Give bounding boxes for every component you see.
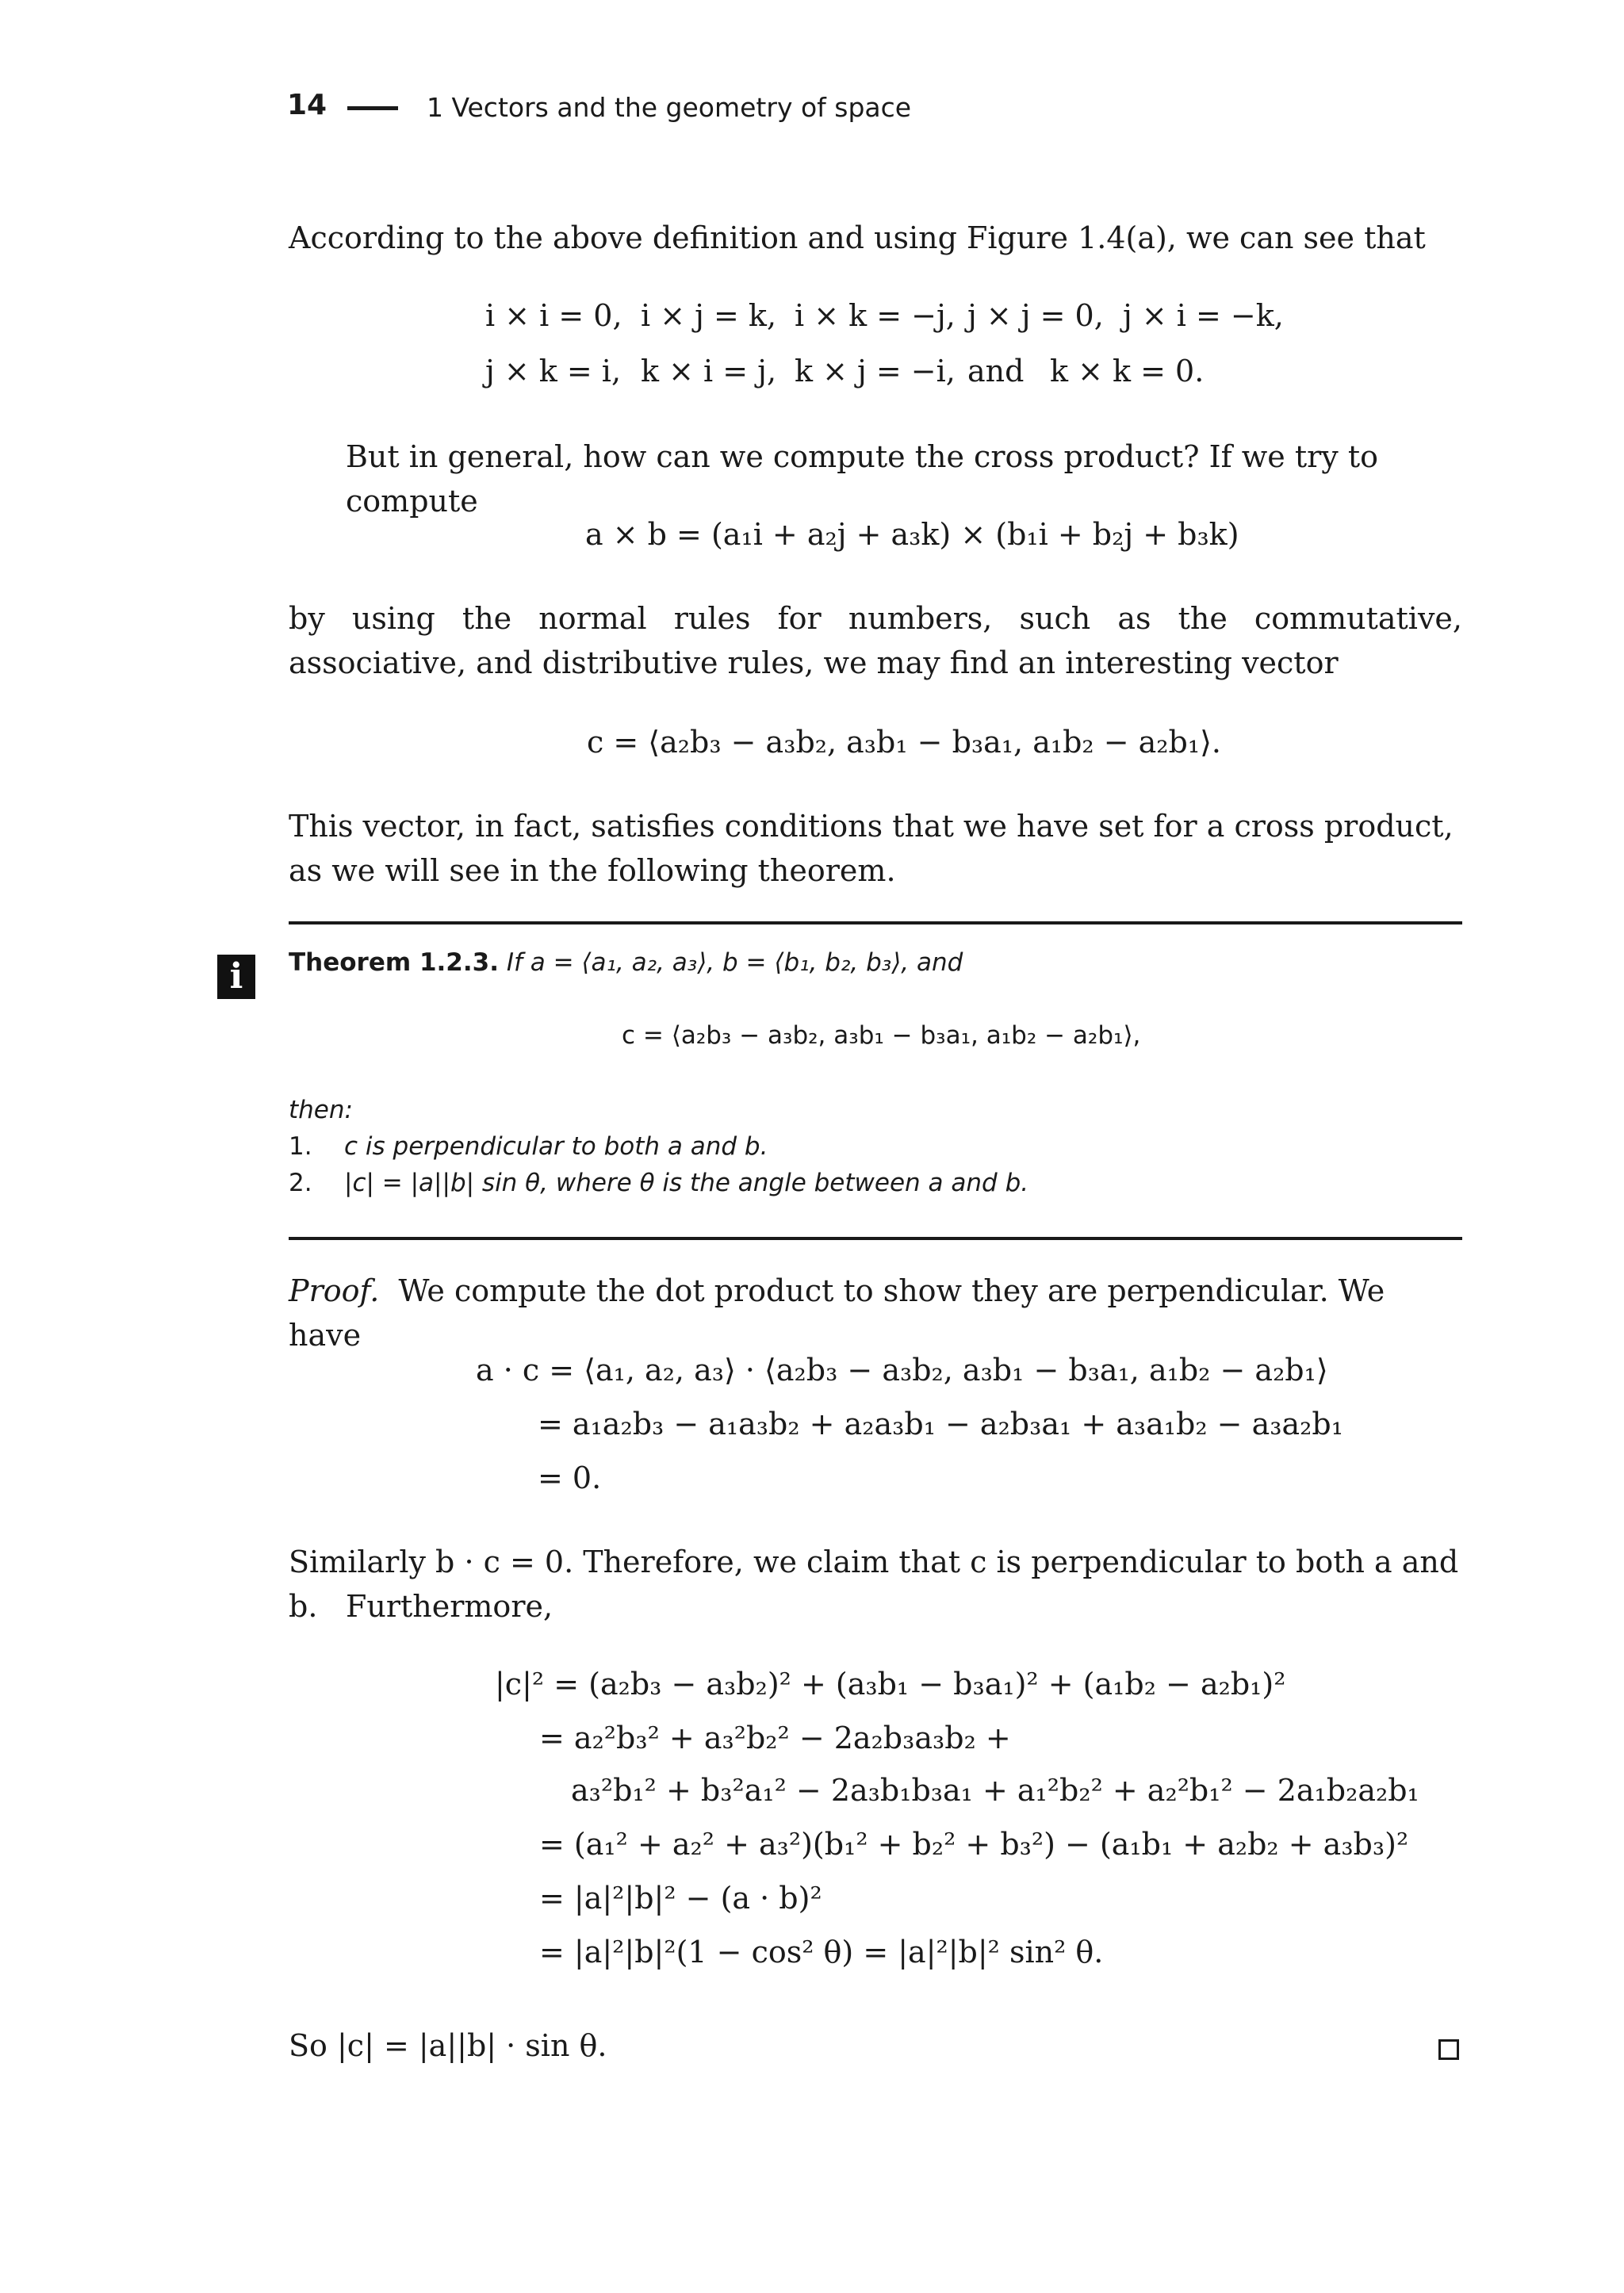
norm-line-1: |c|² = (a₂b₃ − a₃b₂)² + (a₃b₁ − b₃a₁)² + (a₁b₂ − a₂b₁)² (495, 1667, 1286, 1702)
dot-product-line-1: a · c = ⟨a₁, a₂, a₃⟩ · ⟨a₂b₃ − a₃b₂, a₃b₁ − b₃a₁, a₁b₂ − a₂b₁⟩ (476, 1353, 1328, 1388)
unit-product: j × k = i, (485, 354, 622, 389)
rules-paragraph: by using the normal rules for numbers, such as the commutative, associative, and distributive rules, we may find an interesting vector (289, 601, 1462, 680)
theorem-c-equation: c = ⟨a₂b₃ − a₃b₂, a₃b₁ − b₃a₁, a₁b₂ − a₂b₁⟩, (622, 1021, 1141, 1050)
page-number: 14 (287, 89, 327, 121)
unit-product: j × i = −k, (1123, 298, 1284, 333)
proof-intro: We compute the dot product to show they are perpendicular. We have (289, 1273, 1385, 1353)
proof-conclusion: So |c| = |a||b| · sin θ. (289, 2028, 607, 2063)
norm-line-3: a₃²b₁² + b₃²a₁² − 2a₃b₁b₃a₁ + a₁²b₂² + a₂²b₁² − 2a₁b₂a₂b₁ (571, 1773, 1419, 1808)
intro-sentence: According to the above definition and using Figure 1.4(a), we can see that (289, 220, 1426, 255)
norm-line-5: = |a|²|b|² − (a · b)² (539, 1881, 822, 1916)
unit-product: and (967, 354, 1025, 389)
theorem-item-2-number: 2. (289, 1169, 312, 1197)
theorem-then: then: (289, 1096, 353, 1124)
theorem-label: Theorem 1.2.3. (289, 948, 499, 977)
info-icon: i (217, 955, 255, 999)
dot-product-line-3: = 0. (538, 1460, 602, 1495)
question-sentence: But in general, how can we compute the cross product? If we try to compute (346, 439, 1379, 519)
norm-line-2: = a₂²b₃² + a₃²b₂² − 2a₂b₃a₃b₂ + (539, 1721, 1011, 1755)
vector-c-equation: c = ⟨a₂b₃ − a₃b₂, a₃b₁ − b₃a₁, a₁b₂ − a₂b₁⟩. (587, 725, 1222, 760)
similarly-sentence: Similarly b · c = 0. Therefore, we claim that c is perpendicular to both a and b. (289, 1545, 1459, 1624)
theorem-statement: If a = ⟨a₁, a₂, a₃⟩, b = ⟨b₁, b₂, b₃⟩, and (506, 948, 963, 977)
unit-product: k × i = j, (641, 354, 777, 389)
proof-label: Proof. (289, 1273, 380, 1308)
theorem-heading (289, 948, 963, 977)
unit-product: j × j = 0, (967, 298, 1104, 333)
theorem-item-1: c is perpendicular to both a and b. (344, 1132, 768, 1161)
expansion-equation: a × b = (a₁i + a₂j + a₃k) × (b₁i + b₂j + b₃k) (585, 517, 1239, 552)
unit-product: i × i = 0, (485, 298, 622, 333)
theorem-item-2: |c| = |a||b| sin θ, where θ is the angle between a and b. (344, 1169, 1029, 1197)
satisfies-paragraph: This vector, in fact, satisfies conditions that we have set for a cross product, as we will see in the following theorem. (289, 809, 1454, 888)
theorem-bottom-rule (289, 1237, 1462, 1240)
unit-product: k × k = 0. (1050, 354, 1205, 389)
furthermore-sentence: Furthermore, (346, 1589, 553, 1624)
chapter-title: 1 Vectors and the geometry of space (427, 92, 912, 123)
header-rule (347, 106, 398, 110)
norm-line-6: = |a|²|b|²(1 − cos² θ) = |a|²|b|² sin² θ. (539, 1935, 1104, 1970)
dot-product-line-2: = a₁a₂b₃ − a₁a₃b₂ + a₂a₃b₁ − a₂b₃a₁ + a₃a₁b₂ − a₃a₂b₁ (538, 1407, 1343, 1441)
proof-intro-line (289, 1269, 1462, 1357)
theorem-item-1-number: 1. (289, 1132, 312, 1161)
unit-product: i × j = k, (641, 298, 777, 333)
qed-square-icon (1438, 2039, 1459, 2060)
norm-line-4: = (a₁² + a₂² + a₃²)(b₁² + b₂² + b₃²) − (a₁b₁ + a₂b₂ + a₃b₃)² (539, 1827, 1409, 1862)
theorem-top-rule (289, 921, 1462, 924)
unit-product: i × k = −j, (795, 298, 956, 333)
unit-product: k × j = −i, (795, 354, 956, 389)
